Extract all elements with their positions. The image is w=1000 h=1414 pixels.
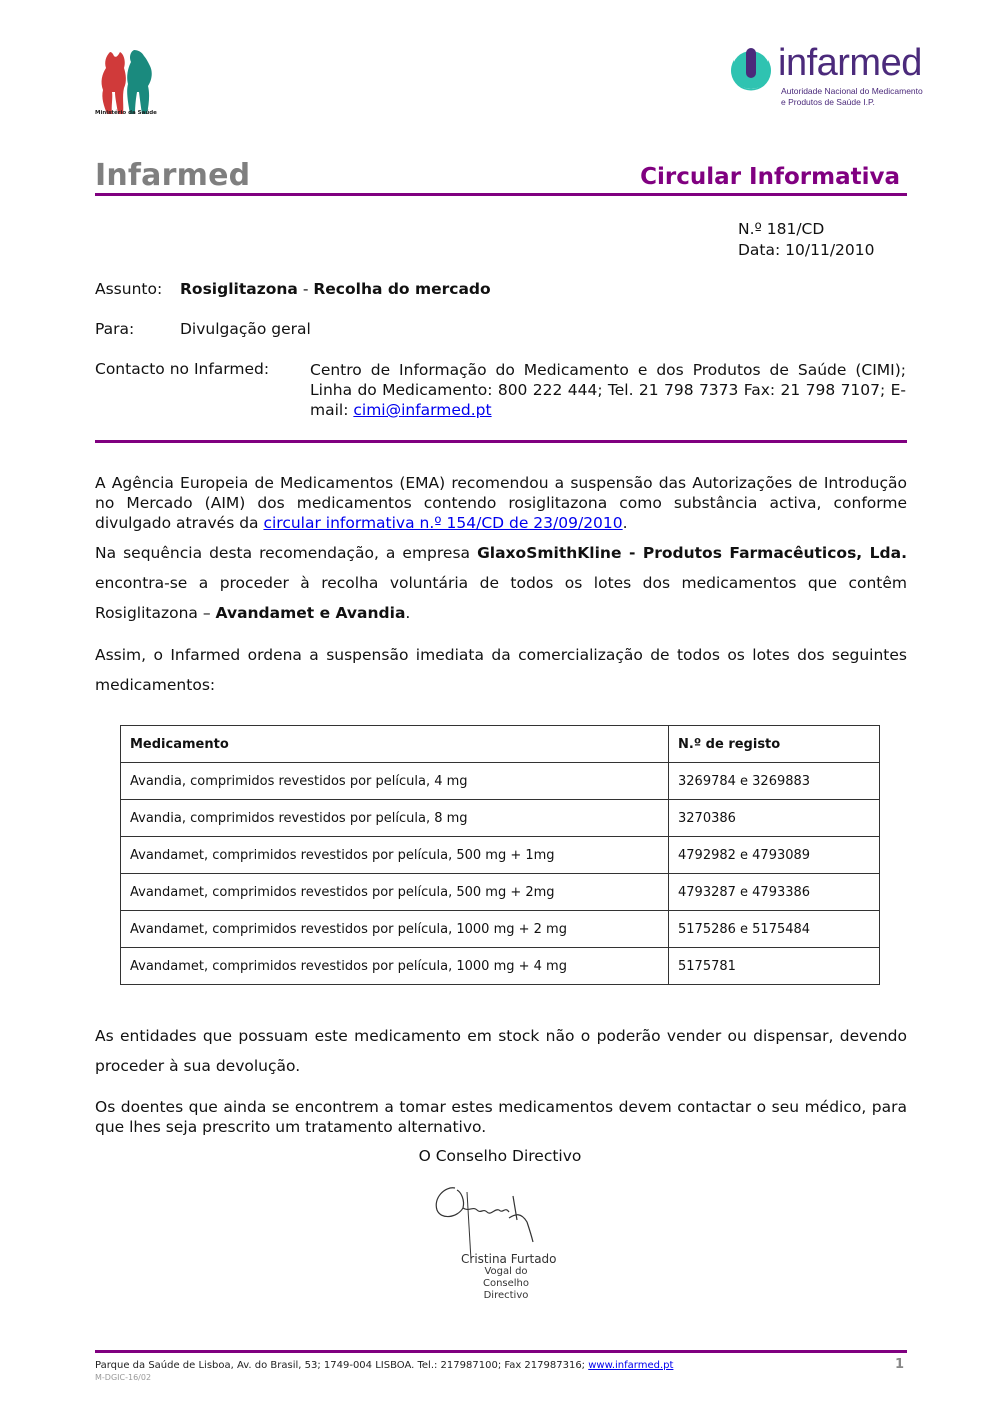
p2-text1: Na sequência desta recomendação, a empresa	[95, 544, 478, 562]
paragraph-suspension-order: Assim, o Infarmed ordena a suspensão imediata da comercialização de todos os lotes dos seguintes medicamentos:	[95, 646, 907, 694]
table-row	[121, 874, 880, 911]
registration-number-cell: 5175781	[669, 948, 880, 985]
circular-date: Data: 10/11/2010	[738, 241, 875, 259]
p1-text: A Agência Europeia de Medicamentos (EMA) recomendou a suspensão das Autorizações de Introdução no Mercado (AIM) dos medicamentos contendo rosiglitazona como substância activa, conforme divulgado através da	[95, 474, 907, 532]
medicine-name-cell: Avandia, comprimidos revestidos por película, 4 mg	[121, 763, 669, 800]
document-type-title: Circular Informativa	[640, 164, 900, 190]
subject-separator: -	[297, 280, 314, 298]
registration-number-cell: 4793287 e 4793386	[669, 874, 880, 911]
signatory-name: Cristina Furtado	[461, 1252, 557, 1266]
subject-label: Assunto:	[95, 280, 163, 298]
product-names: Avandamet e Avandia	[215, 604, 406, 622]
medicine-name-cell: Avandamet, comprimidos revestidos por película, 500 mg + 1mg	[121, 837, 669, 874]
column-header-registo: N.º de registo	[669, 726, 880, 763]
infarmed-logo-icon	[726, 46, 776, 92]
circular-number: N.º 181/CD	[738, 220, 825, 238]
footer-address	[95, 1360, 673, 1371]
table-row	[121, 800, 880, 837]
infarmed-subtitle-line2: e Produtos de Saúde I.P.	[781, 97, 875, 107]
ministerio-saude-logo-icon	[98, 46, 158, 118]
signature-closing: O Conselho Directivo	[418, 1147, 582, 1165]
infarmed-subtitle-line1: Autoridade Nacional do Medicamento	[781, 86, 923, 96]
page-number: 1	[895, 1357, 905, 1372]
contact-text: Centro de Informação do Medicamento e dos Produtos de Saúde (CIMI); Linha do Medicamento: 800 222 444; Tel. 21 798 7373 Fax: 21 798 7107; E-mail:	[310, 361, 906, 419]
header-divider	[95, 193, 907, 196]
ministry-caption: Ministério da Saúde	[95, 110, 157, 116]
signatory-role-line2: Conselho Directivo	[482, 1278, 530, 1301]
table-row	[121, 837, 880, 874]
table-row	[121, 911, 880, 948]
signatory-role	[461, 1266, 551, 1302]
to-value: Divulgação geral	[180, 320, 311, 338]
registration-number-cell: 4792982 e 4793089	[669, 837, 880, 874]
contact-email-link[interactable]: cimi@infarmed.pt	[353, 401, 492, 419]
medicine-name-cell: Avandamet, comprimidos revestidos por película, 500 mg + 2mg	[121, 874, 669, 911]
p1-end: .	[622, 514, 628, 532]
circular-154-link[interactable]: circular informativa n.º 154/CD de 23/09/2010	[263, 514, 623, 532]
medicine-name-cell: Avandia, comprimidos revestidos por película, 8 mg	[121, 800, 669, 837]
paragraph-patients: Os doentes que ainda se encontrem a tomar estes medicamentos devem contactar o seu médico, para que lhes seja prescrito um tratamento alternativo.	[95, 1098, 907, 1136]
subject-part2: Recolha do mercado	[313, 280, 491, 298]
table-row	[121, 763, 880, 800]
medicines-table	[120, 725, 880, 985]
page-title-infarmed: Infarmed	[95, 158, 251, 193]
paragraph-gsk-recall	[95, 538, 907, 628]
infarmed-logo-subtitle	[781, 86, 923, 108]
paragraph-ema-recommendation	[95, 473, 907, 533]
footer-website-link[interactable]: www.infarmed.pt	[588, 1360, 674, 1371]
table-header-row	[121, 726, 880, 763]
table-row	[121, 948, 880, 985]
footer-address-text: Parque da Saúde de Lisboa, Av. do Brasil, 53; 1749-004 LISBOA. Tel.: 217987100; Fax 217987316;	[95, 1360, 589, 1371]
footer-form-code: M-DGIC-16/02	[95, 1373, 152, 1382]
footer-divider	[95, 1350, 907, 1353]
medicine-name-cell: Avandamet, comprimidos revestidos por película, 1000 mg + 2 mg	[121, 911, 669, 948]
registration-number-cell: 3270386	[669, 800, 880, 837]
p2-text2: encontra-se a proceder à recolha voluntária de todos os lotes dos medicamentos que contêm Rosiglitazona –	[95, 574, 907, 622]
registration-number-cell: 3269784 e 3269883	[669, 763, 880, 800]
p2-end: .	[405, 604, 411, 622]
subject-part1: Rosiglitazona	[180, 280, 298, 298]
paragraph-stock-entities: As entidades que possuam este medicamento em stock não o poderão vender ou dispensar, devendo proceder à sua devolução.	[95, 1027, 907, 1075]
circular-reference	[738, 219, 875, 261]
infarmed-logo-wordmark: infarmed	[778, 42, 922, 84]
column-header-medicamento: Medicamento	[121, 726, 669, 763]
signatory-role-line1: Vogal do	[484, 1266, 528, 1277]
to-label: Para:	[95, 320, 135, 338]
meta-divider	[95, 440, 907, 443]
medicine-name-cell: Avandamet, comprimidos revestidos por película, 1000 mg + 4 mg	[121, 948, 669, 985]
subject-value	[180, 280, 491, 298]
registration-number-cell: 5175286 e 5175484	[669, 911, 880, 948]
company-name: GlaxoSmithKline - Produtos Farmacêuticos, Lda.	[477, 544, 907, 562]
contact-value	[310, 360, 906, 420]
contact-label: Contacto no Infarmed:	[95, 360, 270, 378]
handwritten-signature-icon	[425, 1178, 565, 1263]
